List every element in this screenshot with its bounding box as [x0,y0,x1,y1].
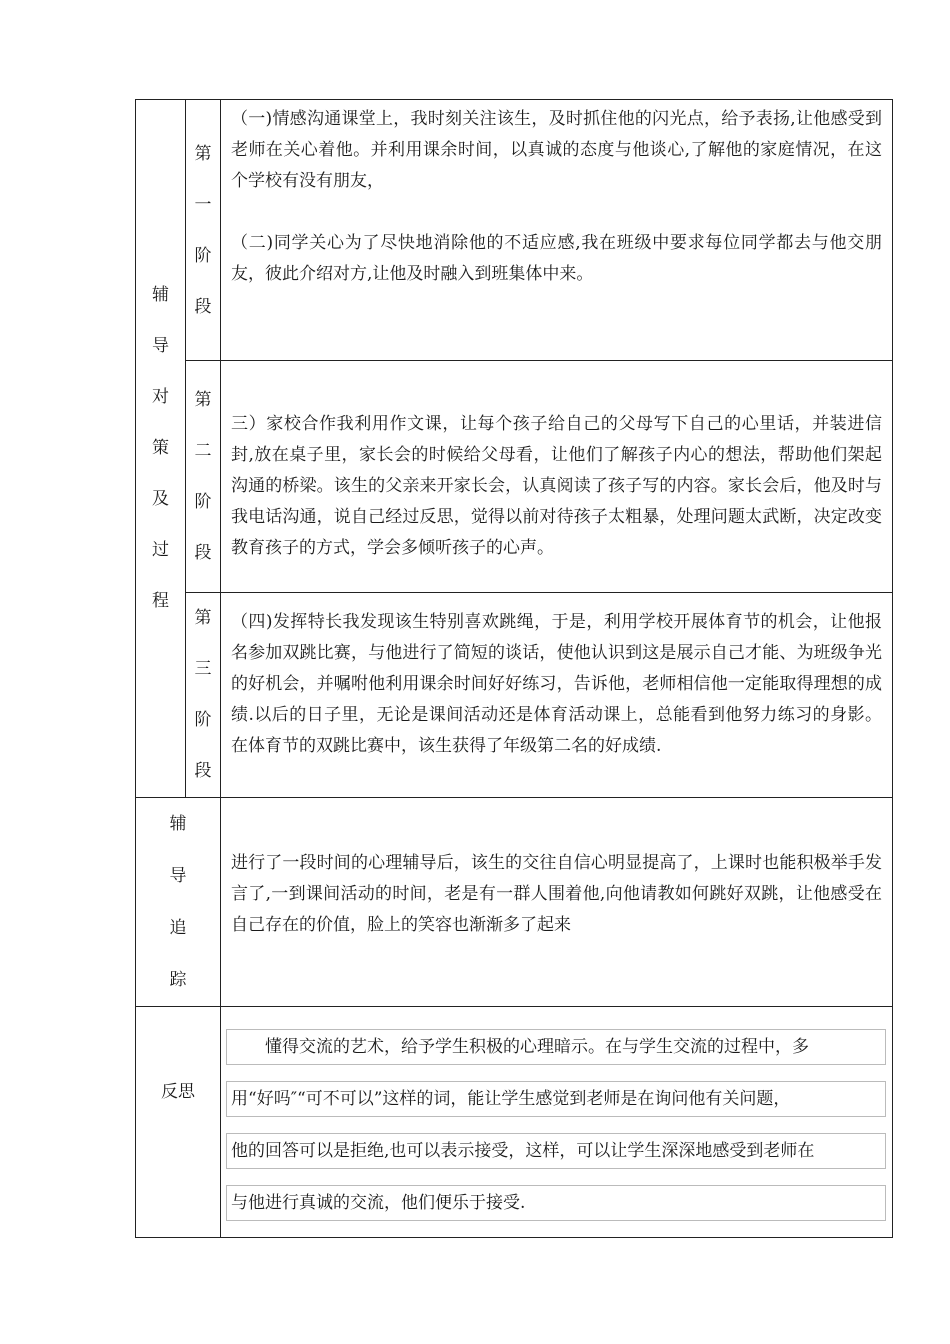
label-char: 策 [152,438,169,458]
guidance-section-label [136,100,186,798]
reflection-line: 懂得交流的艺术，给予学生积极的心理暗示。在与学生交流的过程中，多 [226,1029,886,1065]
reflection-section-label [136,1007,221,1238]
label-char: 踪 [169,970,187,990]
label-char: 段 [194,543,212,563]
phase-three-label [186,593,221,798]
label-char: 导 [169,866,187,886]
label-char: 过 [152,540,169,560]
paragraph: （一)情感沟通课堂上，我时刻关注该生，及时抓住他的闪光点，给予表扬,让他感受到老师在关心着他。并利用课余时间，以真诚的态度与他谈心,了解他的家庭情况，在这个学校有没有朋友， [231,109,882,191]
phase-two-content [221,361,893,593]
reflection-line: 他的回答可以是拒绝,也可以表示接受，这样，可以让学生深深地感受到老师在 [226,1133,886,1169]
label-char: 阶 [194,492,212,512]
label-char: 段 [194,761,212,781]
phase-three-row [136,593,893,798]
guidance-record-table [135,99,893,1238]
label-char: 二 [194,441,212,461]
label-char: 程 [152,591,169,611]
label-char: 一 [194,195,212,215]
label-char: 第 [194,390,212,410]
label-char: 三 [194,659,212,679]
label-char: 及 [152,489,169,509]
paragraph: （四)发挥特长我发现该生特别喜欢跳绳，于是，利用学校开展体育节的机会，让他报名参加双跳比赛，与他进行了简短的谈话，使他认识到这是展示自己才能、为班级争光的好机会，并嘱咐他利用课余时间好好练习，告诉他，老师相信他一定能取得理想的成绩.以后的日子里，无论是课间活动还是体育活动课上，总能看到他努力练习的身影。在体育节的双跳比赛中，该生获得了年级第二名的好成绩. [231,612,882,756]
reflection-content [221,1007,893,1238]
label-char: 第 [194,608,212,628]
label-char: 阶 [194,710,212,730]
phase-two-label [186,361,221,593]
phase-three-content [221,593,893,798]
reflection-lines [226,1029,886,1221]
paragraph: 进行了一段时间的心理辅导后，该生的交往自信心明显提高了，上课时也能积极举手发言了,一到课间活动的时间，老是有一群人围着他,向他请教如何跳好双跳，让他感受在自己存在的价值，脸上的笑容也渐渐多了起来 [231,853,882,935]
label-char: 辅 [169,814,187,834]
label-char: 对 [152,387,169,407]
label-char: 段 [194,297,212,317]
label-char: 导 [152,336,169,356]
phase-one-content [221,100,893,361]
paragraph: 三）家校合作我利用作文课，让每个孩子给自己的父母写下自己的心里话，并装进信封,放在桌子里，家长会的时候给父母看，让他们了解孩子内心的想法，帮助他们架起沟通的桥梁。该生的父亲来开家长会，认真阅读了孩子写的内容。家长会后，他及时与我电话沟通，说自己经过反思，觉得以前对待孩子太粗暴，处理问题太武断，决定改变教育孩子的方式，学会多倾听孩子的心声。 [231,414,882,558]
reflection-row [136,1007,893,1238]
tracking-section-label [136,798,221,1007]
label-char: 追 [169,918,187,938]
phase-one-label [186,100,221,361]
label-text: 反思 [161,1082,195,1102]
label-char: 辅 [152,285,169,305]
phase-two-row [136,361,893,593]
label-char: 阶 [194,246,212,266]
reflection-line: 用“好吗″“可不可以”这样的词，能让学生感觉到老师是在询问他有关问题， [226,1081,886,1117]
tracking-row [136,798,893,1007]
reflection-line: 与他进行真诚的交流，他们便乐于接受. [226,1185,886,1221]
paragraph: （二)同学关心为了尽快地消除他的不适应感,我在班级中要求每位同学都去与他交朋友，彼此介绍对方,让他及时融入到班集体中来。 [231,233,882,284]
phase-one-row [136,100,893,361]
tracking-content [221,798,893,1007]
label-char: 第 [194,144,212,164]
